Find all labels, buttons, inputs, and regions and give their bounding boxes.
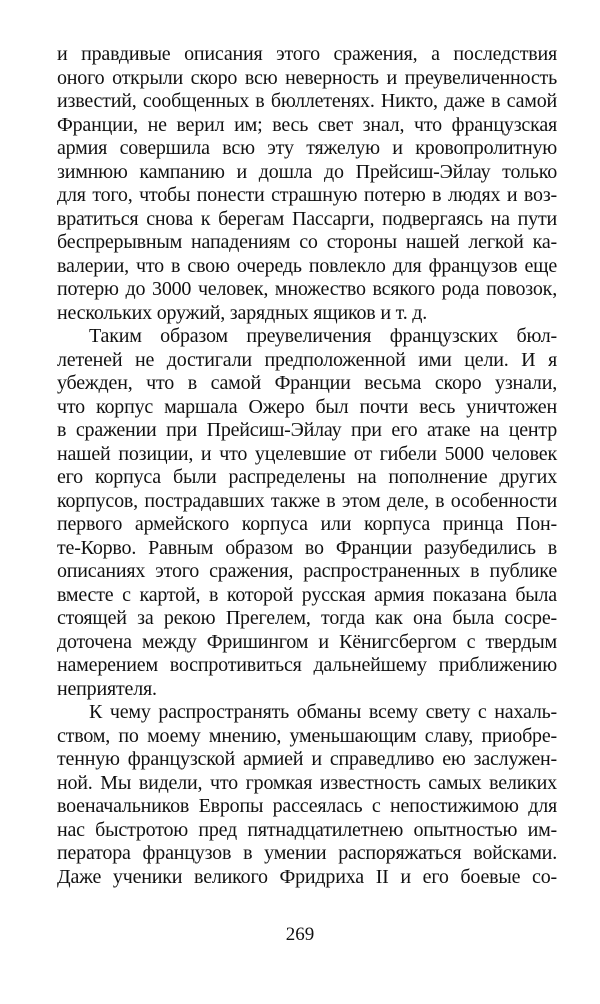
text-line: вратиться снова к берегам Пассарги, подвергаясь на пути [57,207,557,230]
text-line: нашей позиции, и что уцелевшие от гибели 5000 человек [57,442,557,465]
text-line: известий, сообщенных в бюллетенях. Никто, даже в самой [57,90,557,112]
text-line: и правдивые описания этого сражения, а последствия [57,43,557,65]
text-line: валерии, что в свою очередь повлекло для французов еще [57,254,557,277]
text-line: вместе с картой, в которой русская армия показана была [57,583,557,606]
text-line: военачальников Европы рассеялась с непостижимою для [57,795,557,817]
text-line: летеней не достигали предположенной ими цели. И я [57,348,557,371]
text-line: описаниях этого сражения, распространенных в публике [57,560,557,582]
page-number: 269 [285,924,315,945]
text-line: тенную французской армией и справедливо ею заслужен- [57,748,557,770]
text-line: его корпуса были распределены на пополнение других [57,466,557,488]
text-line: намерением воспротивиться дальнейшему приближению [57,654,557,676]
text-line: Франции, не верил им; весь свет знал, что французская [57,113,557,136]
text-line: ператора французов в умении распоряжаться войсками. [57,842,557,864]
text-line: что корпус маршала Ожеро был почти весь уничтожен [57,395,557,418]
text-line: неприятеля. [57,677,157,700]
text-line: оного открыли скоро всю неверность и преувеличенность [57,66,557,89]
text-line: доточена между Фришингом и Кёнигсбергом с твердым [57,630,557,653]
text-line: беспрерывным нападениям со стороны нашей легкой ка- [57,231,557,253]
text-line: армия совершила всю эту тяжелую и кровопролитную [57,137,557,159]
text-line: убежден, что в самой Франции весьма скоро узнали, [57,372,557,394]
paragraph [57,43,557,325]
paragraph [57,701,557,889]
text-line: для того, чтобы понести страшную потерю в людях и воз- [57,184,557,206]
text-line: потерю до 3000 человек, множество всякого рода повозок, [57,278,557,300]
text-line: Даже ученики великого Фридриха II и его боевые со- [57,865,557,888]
text-line: нескольких оружий, зарядных ящиков и т. д. [57,301,428,324]
text-line: ной. Мы видели, что громкая известность самых великих [57,771,557,794]
text-line: Таким образом преувеличения французских бюл- [89,325,557,347]
text-line: корпусов, пострадавших также в этом деле, в особенности [57,489,557,512]
text-line: К чему распространять обманы всему свету с нахаль- [89,701,557,723]
paragraph [57,325,557,701]
page-body [57,43,557,889]
text-line: первого армейского корпуса или корпуса принца Пон- [57,513,557,535]
text-line: стоящей за рекою Прегелем, тогда как она была сосре- [57,607,557,629]
text-line: зимнюю кампанию и дошла до Прейсиш-Эйлау только [57,160,557,183]
text-line: в сражении при Прейсиш-Эйлау при его атаке на центр [57,419,557,441]
text-line: ством, по моему мнению, уменьшающим славу, приобре- [57,724,557,747]
text-line: те-Корво. Равным образом во Франции разубедились в [57,536,557,559]
text-line: нас быстротою пред пятнадцатилетнею опытностью им- [57,818,557,841]
